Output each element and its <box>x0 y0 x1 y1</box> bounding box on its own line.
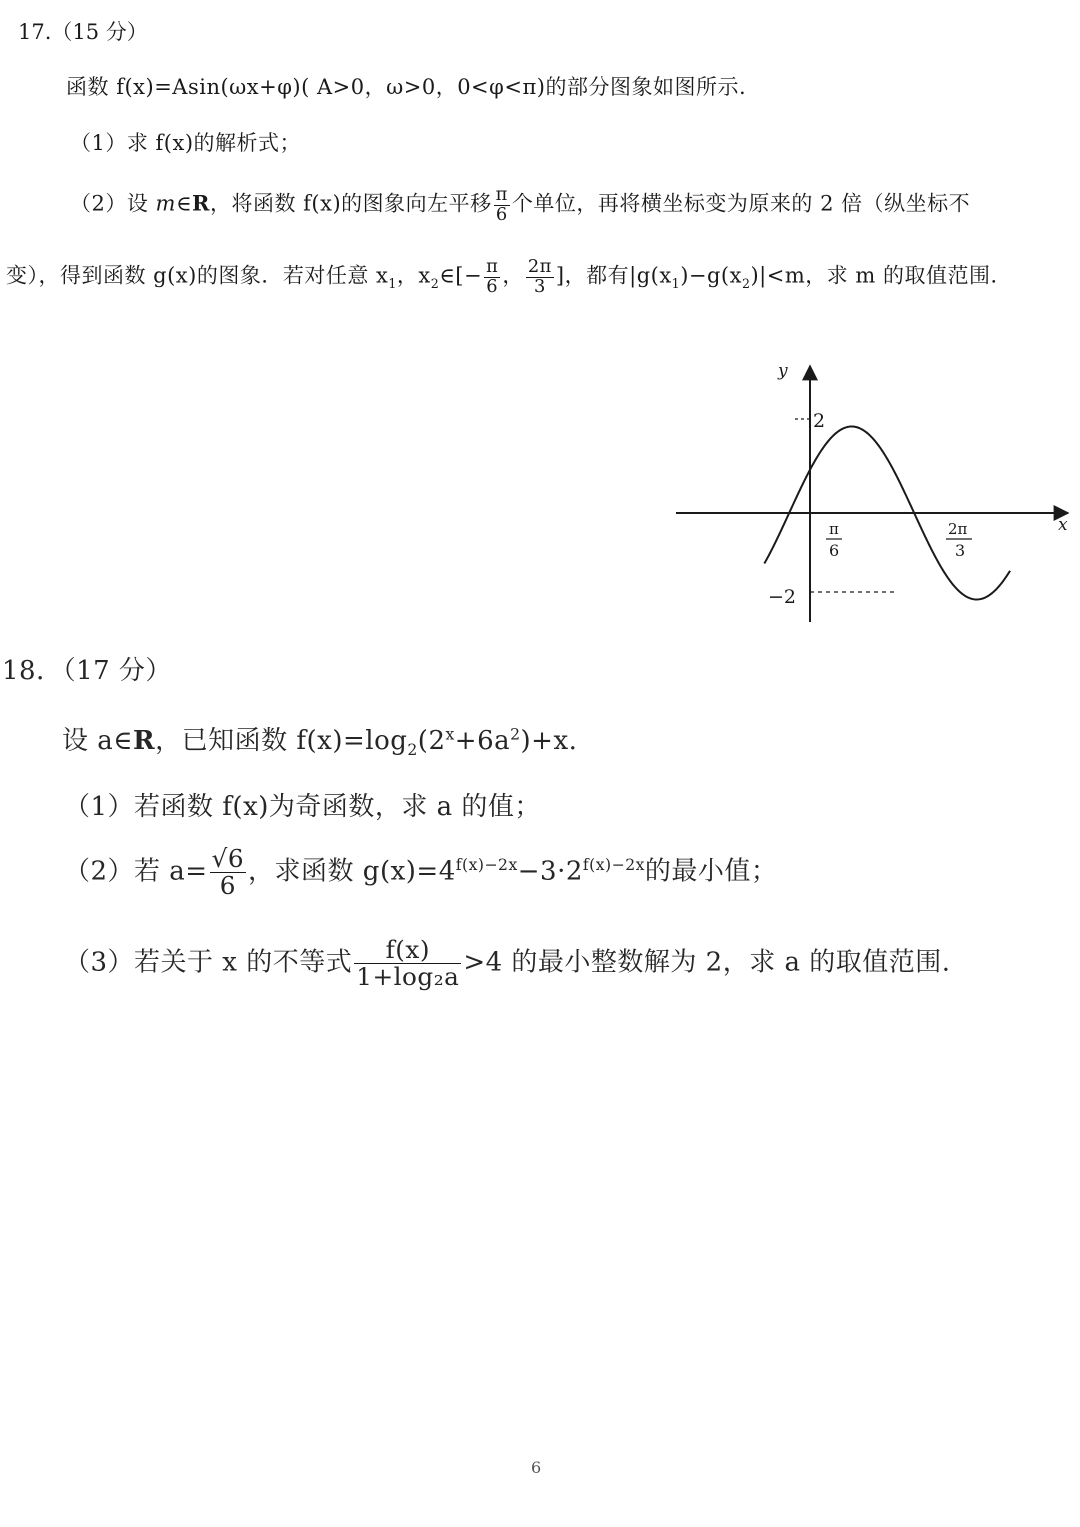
inequality-fraction: $\frac{f(x)}{\text{1+log₂a}}$ <box>356 935 460 991</box>
range-left-fraction: $\frac{\pi}{6}$ <box>486 256 499 297</box>
max-value-label: 2 <box>813 410 826 432</box>
q17-part1: （1）求 f(x)的解析式； <box>70 131 302 155</box>
q17-intro: 函数 f(x)=Asin(ωx+φ)( A>0，ω>0，0<φ<π)的部分图象如图所示. <box>66 75 747 99</box>
sqrt6-over-6-fraction: $\frac{√6}{6}$ <box>211 844 245 900</box>
svg-text:π: π <box>829 520 839 538</box>
q18-part2: （2）若 a= $\frac{√6}{6}$ ，求函数 $g(x)=4^{f(x)-2x}-3\cdot 2^{f(x)-2x}$的最小值； <box>64 844 778 900</box>
sine-graph <box>670 350 1080 640</box>
q18-part1: （1）若函数 f(x)为奇函数，求 a 的值； <box>64 792 541 822</box>
svg-text:2π: 2π <box>948 520 968 538</box>
q18-intro: 设 a∈R，已知函数 $f(x)=\log_2(2^x+6a^2)+x$. <box>62 725 578 760</box>
page-number: 6 <box>531 1458 542 1477</box>
y-axis-label: y <box>778 361 788 381</box>
tick-pi-over-6 <box>826 520 842 560</box>
svg-text:3: 3 <box>955 541 966 560</box>
svg-text:6: 6 <box>829 541 840 560</box>
min-value-label: −2 <box>768 586 797 608</box>
x-axis-label: x <box>1058 515 1068 535</box>
q18-header: 18．（17 分） <box>2 656 172 686</box>
q18-part3: （3）若关于 x 的不等式 $\frac{f(x)}{\text{1+log₂a}}$ >4 的最小整数解为 2，求 a 的取值范围. <box>64 935 951 991</box>
shift-fraction: $\frac{\pi}{6}$ <box>495 184 508 225</box>
range-right-fraction: $\frac{2\pi}{3}$ <box>527 256 552 297</box>
q17-header: 17.（15 分） <box>18 20 148 44</box>
tick-2pi-over-3 <box>946 520 972 560</box>
q17-part2-line2: 变），得到函数 g(x)的图象．若对任意 $x_1$，$x_2\in[-$ $\frac{\pi}{6}$ ， $\frac{2\pi}{3}$ ]，都有$|g(x_1)-g(x_2)|<m$，求 m 的取值范围． <box>6 256 1013 297</box>
q17-part2-line1: （2）设 m∈R，将函数 f(x)的图象向左平移 $\frac{\pi}{6}$ 个单位，再将横坐标变为原来的 2 倍（纵坐标不 <box>70 184 971 225</box>
